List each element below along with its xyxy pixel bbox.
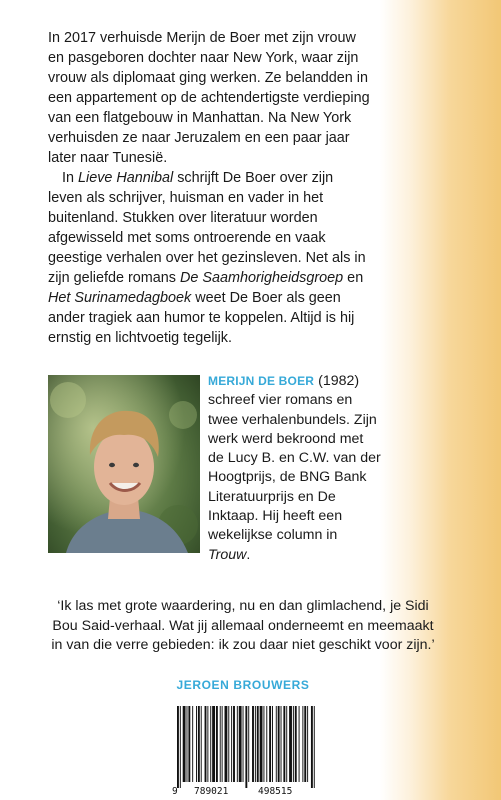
barcode-bars [177,706,315,788]
bio-text: . [246,546,251,563]
back-cover-blurb [48,28,370,348]
barcode-bar [272,706,273,782]
blurb-paragraph-2 [48,168,370,348]
barcode-bar [210,706,211,782]
barcode-bar [269,706,271,782]
barcode-bar [304,706,306,782]
blurb-text: en [343,270,364,286]
barcode-bar [245,706,247,788]
author-photo [48,375,200,553]
barcode-bar [281,706,282,782]
blurb-text: schrijft De Boer over zijn leven als schrijver, huisman en vader in het buitenland. Stukken over literatuur worden afgewisseld met soms ontroerende en vaak geestige verhalen over het gezinsleven. Net als in zijn geliefde romans [48,170,366,286]
book-title: Lieve Hannibal [78,170,174,186]
quote-author: JEROEN BROUWERS [176,678,310,692]
author-name: MERIJN DE BOER [208,374,315,388]
barcode-bar [231,706,232,782]
barcode-bar [263,706,264,782]
barcode-bar [299,706,300,782]
isbn-barcode [168,700,323,800]
barcode-bar [188,706,190,782]
barcode-bar [198,706,200,782]
barcode-bar [196,706,197,782]
barcode-bar [311,706,313,788]
barcode-bar [183,706,186,782]
barcode-left-digits: 789021 [194,786,229,797]
barcode-bar [307,706,308,782]
author-portrait-image [48,375,200,553]
barcode-bar [192,706,193,782]
barcode-bar [243,706,244,782]
barcode-bar [216,706,218,782]
barcode-bar [293,706,294,782]
blurb-paragraph-1: In 2017 verhuisde Merijn de Boer met zijn vrouw en pasgeboren dochter naar New York, waar zijn vrouw als diplomaat ging werken. Ze belandden in een appartement op de achtendertigste verdieping van een flatgebouw in Manhattan. Na New York verhuisden ze naar Jeruzalem en een paar jaar later naar Tunesië. [48,30,370,166]
barcode-bar [295,706,297,782]
novel-title: Het Surinamedagboek [48,290,192,306]
barcode-bar [278,706,280,782]
barcode-bar [239,706,242,782]
barcode-prefix-digit: 9 [172,786,178,797]
novel-title: De Saamhorigheidsgroep [179,270,344,286]
barcode-bar [276,706,277,782]
barcode-bar [205,706,207,782]
barcode-bar [212,706,215,782]
barcode-bar [302,706,303,782]
barcode-right-digits: 498515 [258,786,293,797]
author-bio [208,372,383,565]
barcode-bar [314,706,315,788]
barcode-bar [260,706,263,782]
blurb-text: weet De Boer als geen ander tragiek aan humor te koppelen. Altijd is hij ernstig en lichtvoetig tegelijk. [48,290,355,346]
barcode-bar [252,706,254,782]
barcode-bar [180,706,181,788]
barcode-bar [228,706,229,782]
barcode-bar [289,706,292,782]
blurb-text: In [62,170,78,186]
barcode-bar [207,706,208,782]
barcode-bar [248,706,249,782]
barcode-bar [255,706,256,782]
barcode-bar [257,706,259,782]
barcode-bar [201,706,202,782]
barcode-bar [222,706,223,782]
barcode-bar [187,706,188,782]
barcode-bar [286,706,287,782]
newspaper-title: Trouw [208,546,247,563]
review-quote: ‘Ik las met grote waardering, nu en dan glimlachend, je Sidi Bou Said-verhaal. Wat jij allemaal onderneemt en meemaakt in van die verre gebieden: ik zou daar niet geschikt voor zijn.’ [51,598,435,653]
barcode-bar [233,706,235,782]
barcode-bar [177,706,179,788]
barcode-bar [220,706,221,782]
barcode-bar [237,706,238,782]
barcode-bar [266,706,267,782]
bio-text: (1982) schreef vier romans en twee verhalenbundels. Zijn werk werd bekroond met de Lucy B. en C.W. van der Hoogtprijs, de BNG Bank Literatuurprijs en De Inktaap. Hij heeft een wekelijkse column in [208,373,381,544]
barcode-bar [283,706,285,782]
barcode-bar [225,706,228,782]
